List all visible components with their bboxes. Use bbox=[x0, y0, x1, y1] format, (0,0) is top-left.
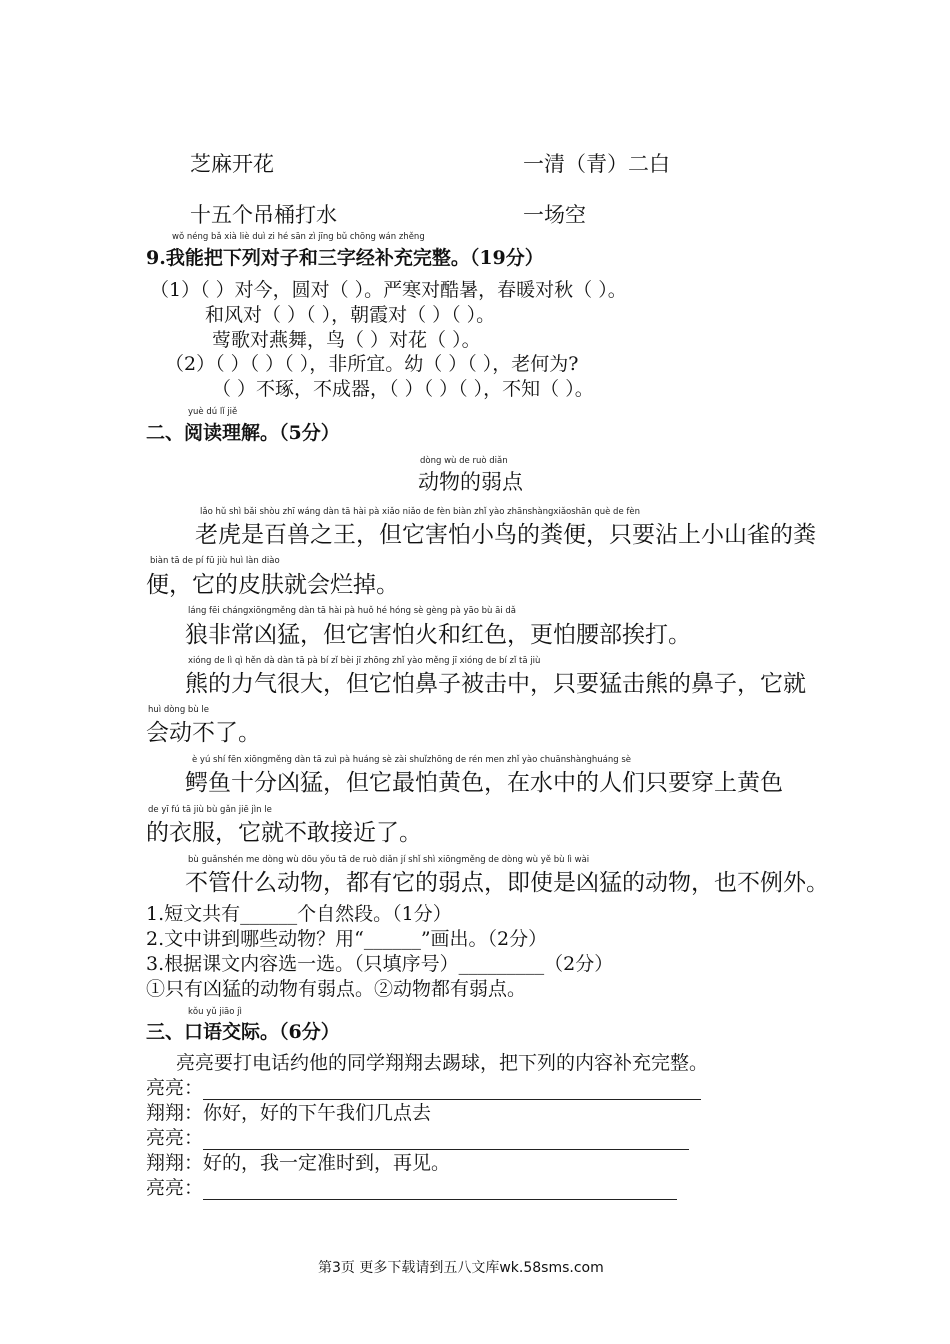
q9-line3: 莺歌对燕舞，鸟（ ）对花（ ）。 bbox=[212, 329, 481, 351]
p2-pinyin: láng fēi chángxiōngměng dàn tā hài pà huǒ hé hóng sè gèng pà yāo bù āi dǎ bbox=[188, 606, 517, 616]
q9-line4: （2）（ ）（ ）（ ），非所宜。幼（ ）（ ），老何为? bbox=[165, 353, 579, 375]
section3-heading: 三、口语交际。（6分） bbox=[146, 1021, 340, 1043]
section3-intro: 亮亮要打电话约他的同学翔翔去踢球，把下列的内容补充完整。 bbox=[176, 1052, 709, 1074]
p3-pinyin2: huì dòng bù le bbox=[148, 705, 209, 715]
dialogue-line-2: 翔翔：你好，好的下午我们几点去 bbox=[146, 1102, 432, 1124]
section2-pinyin: yuè dú lǐ jiě bbox=[188, 407, 238, 417]
q9-heading: 9.我能把下列对子和三字经补充完整。（19分） bbox=[146, 247, 544, 269]
q9-line5: （ ）不琢，不成器，（ ）（ ）（ ），不知（ ）。 bbox=[212, 378, 594, 400]
dialogue-speaker: 亮亮： bbox=[146, 1177, 204, 1199]
p5-line1: 不管什么动物，都有它的弱点，即使是凶猛的动物，也不例外。 bbox=[185, 870, 829, 896]
dialogue-line-1 bbox=[146, 1073, 701, 1100]
passage-title: 动物的弱点 bbox=[418, 470, 523, 494]
dialogue-line-4: 翔翔：好的，我一定准时到，再见。 bbox=[146, 1152, 451, 1174]
dialogue-line-5 bbox=[146, 1173, 677, 1200]
q9-line2: 和风对（ ）（ ），朝霞对（ ）（ ）。 bbox=[205, 304, 496, 326]
answer-blank-1[interactable] bbox=[203, 1079, 701, 1100]
idiom-right-2: 一场空 bbox=[523, 203, 586, 227]
answer-blank-2[interactable] bbox=[203, 1129, 689, 1150]
idiom-left-1: 芝麻开花 bbox=[190, 152, 274, 176]
p2-line1: 狼非常凶猛，但它害怕火和红色，更怕腰部挨打。 bbox=[185, 622, 691, 648]
p4-line1: 鳄鱼十分凶猛，但它最怕黄色，在水中的人们只要穿上黄色 bbox=[185, 770, 783, 796]
idiom-right-1: 一清（青）二白 bbox=[523, 152, 670, 176]
p4-line2: 的衣服，它就不敢接近了。 bbox=[146, 820, 422, 846]
p3-line2: 会动不了。 bbox=[146, 720, 261, 746]
answer-blank-3[interactable] bbox=[203, 1179, 677, 1200]
question-3: 3.根据课文内容选一选。（只填序号）_________（2分） bbox=[146, 953, 614, 975]
p3-pinyin: xióng de lì qì hěn dà dàn tā pà bí zǐ bèi jī zhōng zhǐ yào měng jī xióng de bí zǐ tā jiù bbox=[188, 656, 541, 666]
question-2: 2.文中讲到哪些动物？用“______”画出。（2分） bbox=[146, 928, 548, 950]
p3-line1: 熊的力气很大，但它怕鼻子被击中，只要猛击熊的鼻子，它就 bbox=[185, 671, 806, 697]
dialogue-speaker: 亮亮： bbox=[146, 1127, 204, 1149]
question-1: 1.短文共有______个自然段。（1分） bbox=[146, 903, 452, 925]
idiom-left-2: 十五个吊桶打水 bbox=[190, 203, 337, 227]
p1-pinyin: lǎo hǔ shì bǎi shòu zhī wáng dàn tā hài pà xiǎo niǎo de fèn biàn zhǐ yào zhānshàngxiǎoshān què de fèn bbox=[200, 507, 640, 517]
p5-pinyin: bù guǎnshén me dòng wù dōu yǒu tā de ruò diǎn jí shǐ shì xiōngměng de dòng wù yě bù lì wài bbox=[188, 855, 590, 865]
dialogue-line-3 bbox=[146, 1123, 689, 1150]
question-3-options: ①只有凶猛的动物有弱点。②动物都有弱点。 bbox=[146, 978, 527, 1000]
passage-title-pinyin: dòng wù de ruò diǎn bbox=[420, 456, 508, 466]
dialogue-speaker: 亮亮： bbox=[146, 1077, 204, 1099]
p1-line1: 老虎是百兽之王，但它害怕小鸟的粪便，只要沾上小山雀的粪 bbox=[195, 522, 816, 548]
p1-pinyin2: biàn tā de pí fū jiù huì làn diào bbox=[150, 556, 280, 566]
p1-line2: 便，它的皮肤就会烂掉。 bbox=[146, 572, 399, 598]
section2-heading: 二、阅读理解。（5分） bbox=[146, 422, 340, 444]
p4-pinyin: è yú shí fēn xiōngměng dàn tā zuì pà huáng sè zài shuǐzhōng de rén men zhǐ yào chuānshànghuáng sè bbox=[192, 755, 632, 765]
q9-line1: （1）（ ）对今，圆对（ ）。严寒对酷暑，春暖对秋（ ）。 bbox=[150, 279, 627, 301]
section3-pinyin: kǒu yǔ jiāo jì bbox=[188, 1007, 242, 1017]
q9-pinyin: wǒ néng bǎ xià liè duì zi hé sān zì jīng bǔ chōng wán zhěng bbox=[172, 232, 425, 242]
page-footer: 第3页 更多下载请到五八文库wk.58sms.com bbox=[318, 1260, 604, 1276]
p4-pinyin2: de yī fú tā jiù bù gǎn jiē jìn le bbox=[148, 805, 272, 815]
